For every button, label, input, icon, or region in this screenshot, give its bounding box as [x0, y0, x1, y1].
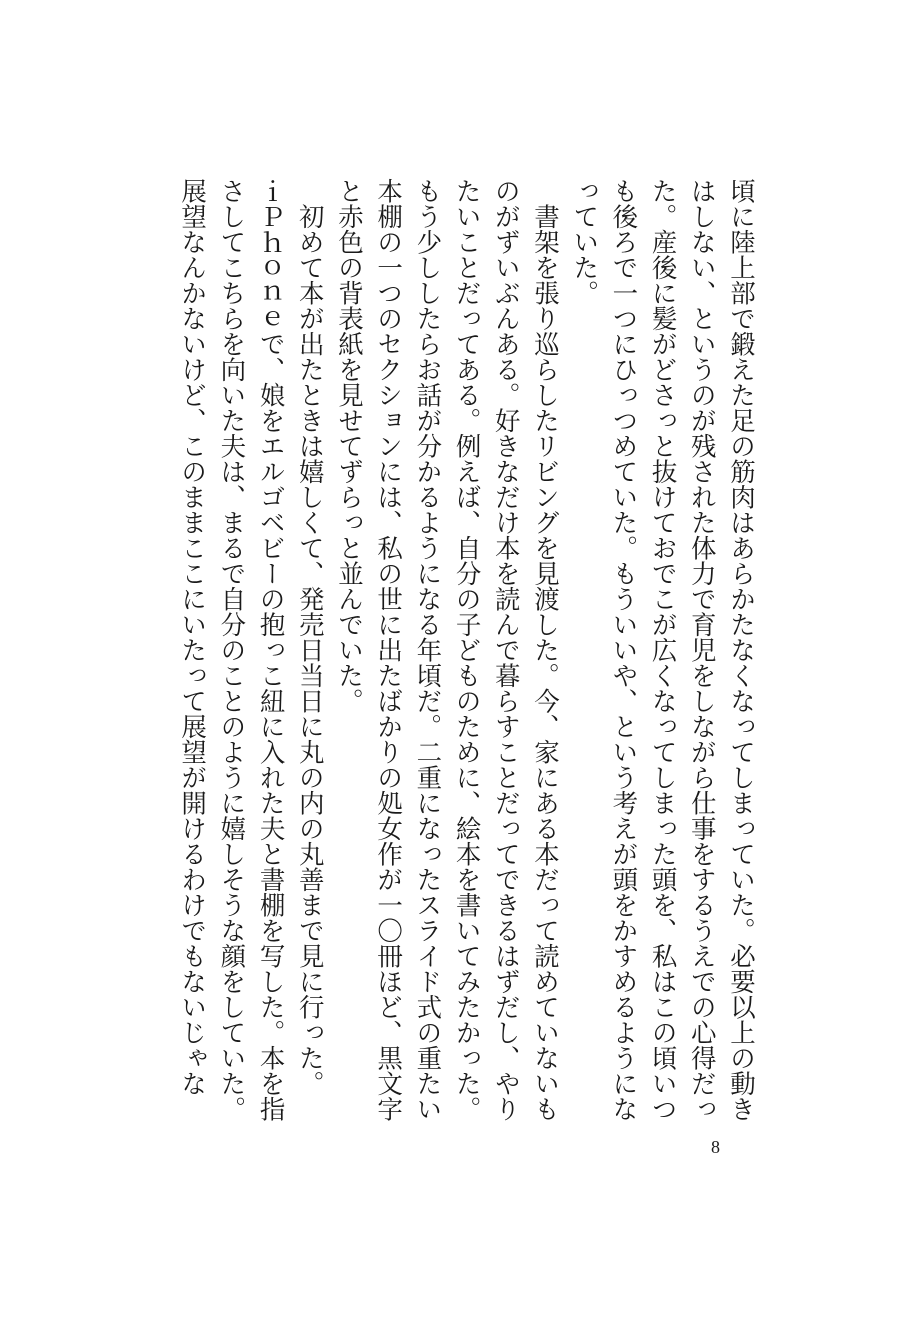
text-line: もう少ししたらお話が分かるようになる年頃だ。二重になったスライド式の重たい: [412, 178, 443, 1122]
text-line: 本棚の一つのセクションには、私の世に出たばかりの処女作が一〇冊ほど、黒文字: [373, 178, 404, 1122]
page-number: 8: [711, 1137, 720, 1157]
text-line: たいことだってある。例えば、自分の子どものために、絵本を書いてみたかった。: [451, 178, 482, 1122]
text-line: た。産後に髪がどさっと抜けておでこが広くなってしまった頭を、私はこの頃いつ: [647, 178, 678, 1122]
text-line: と赤色の背表紙を見せてずらっと並んでいた。: [333, 178, 364, 714]
text-line: さしてこちらを向いた夫は、まるで自分のことのように嬉しそうな顔をしていた。: [216, 178, 247, 1122]
body-text: [172, 178, 760, 1128]
text-line: 初めて本が出たときは嬉しくて、発売日当日に丸の内の丸善まで見に行った。: [294, 178, 325, 1096]
text-line: も後ろで一つにひっつめていた。もういいや、という考えが頭をかすめるようにな: [608, 178, 639, 1122]
text-line: 展望なんかないけど、このままここにいたって展望が開けるわけでもないじゃな: [177, 178, 208, 1096]
text-line: 頃に陸上部で鍛えた足の筋肉はあらかたなくなってしまっていた。必要以上の動き: [726, 178, 756, 1122]
text-line: のがずいぶんある。好きなだけ本を読んで暮らすことだってできるはずだし、やり: [490, 178, 521, 1122]
text-line: っていた。: [569, 178, 600, 306]
text-line: ｉＰｈｏｎｅで、娘をエルゴベビーの抱っこ紐に入れた夫と書棚を写した。本を指: [255, 178, 286, 1122]
text-line: はしない、というのが残された体力で育児をしながら仕事をするうえでの心得だっ: [686, 178, 717, 1122]
text-line: 書架を張り巡らしたリビングを見渡した。今、家にある本だって読めていないも: [529, 178, 560, 1122]
